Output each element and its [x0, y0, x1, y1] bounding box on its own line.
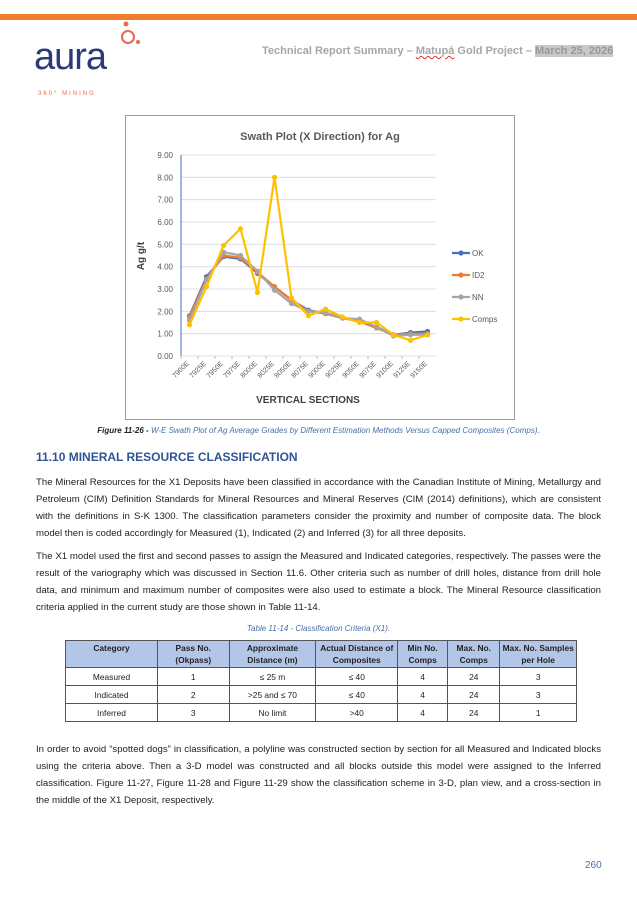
x-tick-label: 8050E: [273, 360, 293, 380]
series-line-nn: [190, 252, 428, 336]
paragraph-2: The X1 model used the first and second passes to assign the Measured and Indicated categories, respectively. The passes were the result of the variography which was discussed in Section 11.6. Other criteria such as number of drill holes, distance from drill hole data, and minimum and maximum number of composites were also used to estimate a block. The Mineral Resource classification criteria applied in the current study are those shown in Table 11-14.: [36, 551, 601, 613]
table-cell: No limit: [229, 704, 316, 722]
table-cell: 4: [398, 686, 448, 704]
x-tick-label: 9075E: [358, 360, 378, 380]
paragraph-1: The Mineral Resources for the X1 Deposits have been classified in accordance with the Canadian Institute of Mining, Metallurgy and Petroleum (CIM) Definition Standards for Mineral Resources and Mineral Reserves (CIM (2014) definitions), which are consistent with the definitions in S-K 1300. The classification parameters consider the proximity and number of composite data. The block model then is coded accordingly for Measured (1), Indicated (2) and Inferred (3) for all three deposits.: [36, 477, 601, 539]
table-row: [66, 668, 577, 686]
legend-marker: [458, 250, 463, 255]
th: Approximate Distance (m): [229, 641, 316, 668]
data-point-comps: [425, 332, 430, 337]
data-point-comps: [289, 295, 294, 300]
x-axis-label: VERTICAL SECTIONS: [256, 395, 360, 406]
data-point-nn: [272, 288, 277, 293]
chart-svg: [126, 116, 514, 419]
legend-label: OK: [472, 249, 484, 258]
figure-label: Figure 11-26 -: [97, 426, 151, 435]
legend-label: NN: [472, 293, 484, 302]
x-tick-label: 7900E: [171, 360, 191, 380]
table-cell: Indicated: [66, 686, 158, 704]
x-tick-label: 8075E: [290, 360, 310, 380]
table-cell: 24: [448, 704, 500, 722]
data-point-comps: [204, 284, 209, 289]
data-point-comps: [323, 307, 328, 312]
table-row: [66, 704, 577, 722]
th: Max. No. Comps: [448, 641, 500, 668]
table-cell: 24: [448, 686, 500, 704]
data-point-nn: [238, 253, 243, 258]
table-cell: Measured: [66, 668, 158, 686]
th: Category: [66, 641, 158, 668]
table-caption: Table 11-14 - Classification Criteria (X1).: [246, 624, 391, 633]
x-tick-label: 7950E: [205, 360, 225, 380]
th: Actual Distance of Composites: [316, 641, 398, 668]
th: Min No. Comps: [398, 641, 448, 668]
legend-label: Comps: [472, 315, 498, 324]
data-point-comps: [374, 320, 379, 325]
project-name: Matupá: [415, 45, 455, 57]
paragraph-3: In order to avoid “spotted dogs” in classification, a polyline was constructed section by section for all Measured and Indicated blocks using the criteria above. Then a 3-D model was constructed and all blocks outside this model were assigned to the Inferred classification. Figure 11-27, Figure 11-28 and Figure 11-29 show the classification scheme in 3-D, plan view, and a cross-section in the middle of the X1 Deposit, respectively.: [36, 744, 601, 806]
aura-logo: [34, 20, 144, 97]
y-tick-label: 3.00: [157, 285, 173, 294]
x-tick-label: 8025E: [256, 360, 276, 380]
y-tick-label: 6.00: [157, 218, 173, 227]
table-cell: >40: [316, 704, 398, 722]
data-point-comps: [357, 320, 362, 325]
y-tick-label: 0.00: [157, 352, 173, 361]
series-line-id2: [190, 256, 428, 335]
x-tick-label: 9125E: [392, 360, 412, 380]
legend-label: ID2: [472, 271, 485, 280]
th: Max. No. Samples per Hole: [500, 641, 577, 668]
y-axis-label: Ag g/t: [136, 241, 147, 271]
chart-title: Swath Plot (X Direction) for Ag: [240, 131, 400, 143]
table-cell: >25 and ≤ 70: [229, 686, 316, 704]
y-tick-label: 4.00: [157, 262, 173, 272]
series-line-ok: [190, 257, 428, 335]
x-tick-label: 9150E: [409, 360, 429, 380]
legend-marker: [458, 272, 463, 277]
figure-caption: [0, 426, 637, 435]
x-tick-label: 9000E: [307, 360, 327, 380]
x-tick-label: 9100E: [375, 360, 395, 380]
legend-marker: [458, 316, 463, 321]
swath-chart: [125, 115, 515, 420]
table-cell: 24: [448, 668, 500, 686]
y-tick-label: 5.00: [157, 240, 173, 250]
x-tick-label: 9025E: [324, 360, 344, 380]
report-date: March 25, 2026: [535, 45, 614, 57]
data-point-comps: [340, 314, 345, 319]
title-mid: Gold Project –: [454, 45, 536, 57]
data-point-comps: [408, 338, 413, 343]
y-tick-label: 8.00: [157, 173, 173, 183]
data-point-comps: [391, 332, 396, 337]
table-cell: 4: [398, 704, 448, 722]
table-cell: 3: [500, 668, 577, 686]
classification-table: [65, 640, 577, 722]
figure-text: W-E Swath Plot of Ag Average Grades by Different Estimation Methods Versus Capped Composites (Comps).: [150, 426, 540, 435]
table-cell: ≤ 40: [316, 686, 398, 704]
table-header-row: [66, 641, 577, 668]
x-tick-label: 7925E: [188, 360, 208, 380]
data-point-comps: [238, 226, 243, 231]
table-row: [66, 686, 577, 704]
x-tick-label: 7975E: [222, 360, 242, 380]
table-cell: 1: [500, 704, 577, 722]
y-tick-label: 2.00: [157, 307, 173, 317]
x-tick-label: 9050E: [341, 360, 361, 380]
table-cell: 1: [157, 668, 229, 686]
th: Pass No. (Okpass): [157, 641, 229, 668]
data-point-comps: [255, 290, 260, 295]
legend-marker: [458, 294, 463, 299]
y-tick-label: 9.00: [157, 151, 173, 160]
table-cell: Inferred: [66, 704, 158, 722]
x-tick-label: 8000E: [239, 360, 259, 380]
section-heading: 11.10 MINERAL RESOURCE CLASSIFICATION: [36, 450, 298, 464]
table-cell: 4: [398, 668, 448, 686]
header-title: [262, 45, 613, 57]
data-point-nn: [408, 332, 413, 337]
data-point-comps: [272, 175, 277, 180]
data-point-comps: [187, 322, 192, 327]
data-point-nn: [289, 301, 294, 306]
y-tick-label: 7.00: [157, 195, 173, 205]
table-cell: ≤ 40: [316, 668, 398, 686]
y-tick-label: 1.00: [157, 329, 173, 339]
table-cell: 3: [500, 686, 577, 704]
title-prefix: Technical Report Summary –: [262, 45, 416, 57]
logo-text: aura: [34, 36, 107, 78]
table-cell: 3: [157, 704, 229, 722]
logo-dots-icon: [120, 20, 144, 50]
page-number: 260: [585, 860, 602, 871]
data-point-comps: [306, 313, 311, 318]
data-point-comps: [221, 243, 226, 248]
table-cell: ≤ 25 m: [229, 668, 316, 686]
logo-subtitle: 360° MINING: [38, 91, 96, 97]
table-cell: 2: [157, 686, 229, 704]
